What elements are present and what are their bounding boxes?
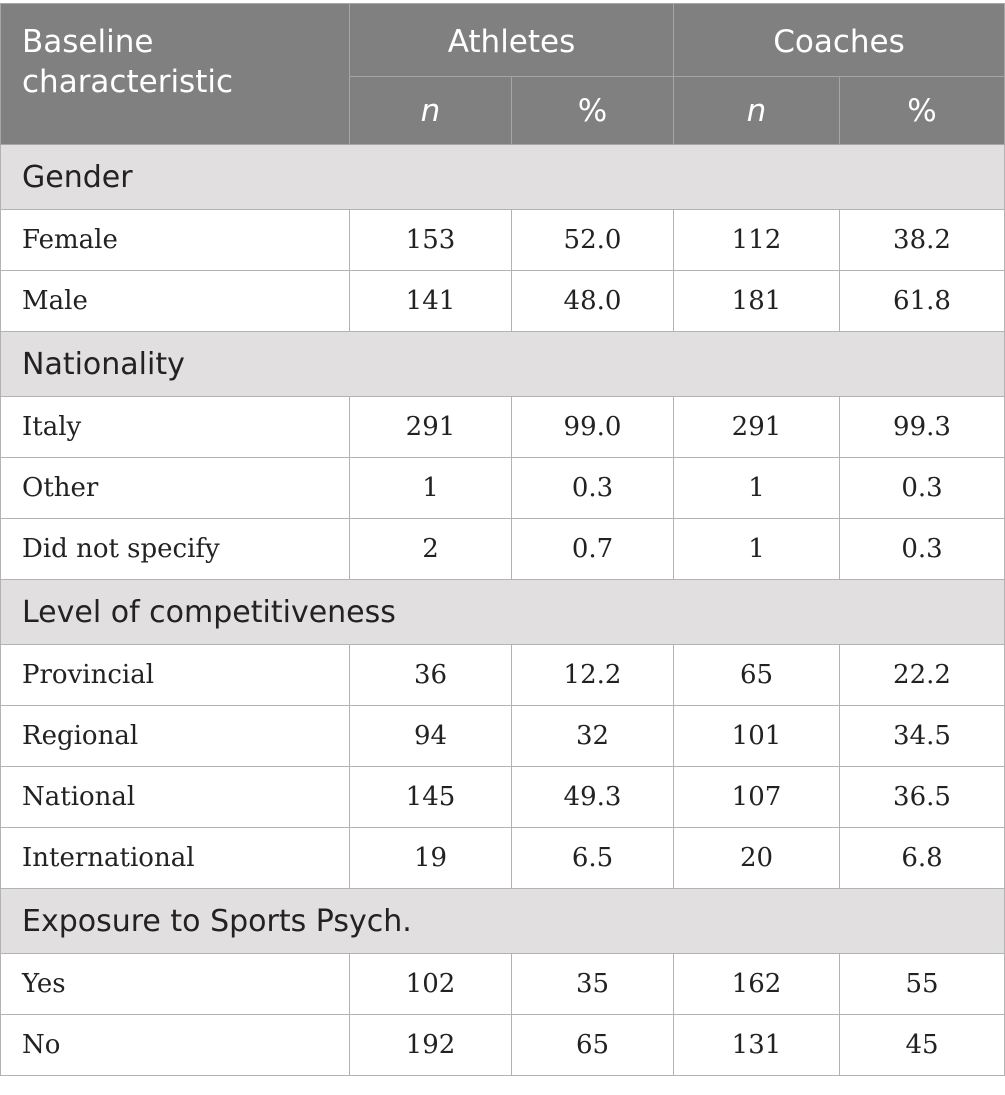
- table-row: [1, 645, 1005, 706]
- cell-athletes-percent: 49.3: [512, 767, 674, 828]
- table-body: [1, 145, 1005, 1076]
- row-label: Female: [1, 210, 350, 271]
- cell-athletes-percent: 6.5: [512, 828, 674, 889]
- header-baseline-characteristic: Baseline characteristic: [1, 4, 350, 145]
- table-row: [1, 828, 1005, 889]
- cell-coaches-n: 20: [674, 828, 840, 889]
- section-row: [1, 580, 1005, 645]
- cell-coaches-percent: 22.2: [840, 645, 1005, 706]
- header-athletes-percent: %: [512, 77, 674, 145]
- section-row: [1, 889, 1005, 954]
- row-label: National: [1, 767, 350, 828]
- cell-athletes-n: 94: [350, 706, 512, 767]
- cell-coaches-percent: 0.3: [840, 519, 1005, 580]
- row-label: Provincial: [1, 645, 350, 706]
- cell-athletes-n: 192: [350, 1015, 512, 1076]
- cell-athletes-n: 102: [350, 954, 512, 1015]
- cell-coaches-n: 1: [674, 519, 840, 580]
- cell-coaches-n: 291: [674, 397, 840, 458]
- cell-athletes-percent: 32: [512, 706, 674, 767]
- cell-coaches-percent: 34.5: [840, 706, 1005, 767]
- cell-coaches-percent: 45: [840, 1015, 1005, 1076]
- table-header: [1, 4, 1005, 145]
- cell-coaches-percent: 61.8: [840, 271, 1005, 332]
- cell-coaches-percent: 0.3: [840, 458, 1005, 519]
- row-label: Regional: [1, 706, 350, 767]
- row-label: Yes: [1, 954, 350, 1015]
- cell-athletes-percent: 0.7: [512, 519, 674, 580]
- header-row-groups: [1, 4, 1005, 77]
- header-coaches-n: n: [674, 77, 840, 145]
- cell-coaches-percent: 99.3: [840, 397, 1005, 458]
- cell-coaches-n: 131: [674, 1015, 840, 1076]
- cell-athletes-n: 19: [350, 828, 512, 889]
- cell-athletes-percent: 99.0: [512, 397, 674, 458]
- section-title: Nationality: [1, 332, 1005, 397]
- section-title: Exposure to Sports Psych.: [1, 889, 1005, 954]
- table-row: [1, 1015, 1005, 1076]
- header-athletes: Athletes: [350, 4, 674, 77]
- row-label: Italy: [1, 397, 350, 458]
- cell-coaches-percent: 55: [840, 954, 1005, 1015]
- cell-coaches-n: 107: [674, 767, 840, 828]
- row-label: Male: [1, 271, 350, 332]
- section-row: [1, 145, 1005, 210]
- header-athletes-n: n: [350, 77, 512, 145]
- table-row: [1, 271, 1005, 332]
- table-row: [1, 767, 1005, 828]
- row-label: No: [1, 1015, 350, 1076]
- table-row: [1, 210, 1005, 271]
- cell-athletes-n: 36: [350, 645, 512, 706]
- section-title: Gender: [1, 145, 1005, 210]
- cell-athletes-percent: 52.0: [512, 210, 674, 271]
- cell-coaches-percent: 36.5: [840, 767, 1005, 828]
- cell-coaches-percent: 6.8: [840, 828, 1005, 889]
- cell-athletes-percent: 0.3: [512, 458, 674, 519]
- cell-coaches-n: 181: [674, 271, 840, 332]
- cell-athletes-percent: 35: [512, 954, 674, 1015]
- table-row: [1, 397, 1005, 458]
- section-row: [1, 332, 1005, 397]
- cell-coaches-n: 112: [674, 210, 840, 271]
- cell-coaches-n: 101: [674, 706, 840, 767]
- cell-athletes-percent: 12.2: [512, 645, 674, 706]
- baseline-characteristics-table: [0, 3, 1005, 1076]
- header-coaches-percent: %: [840, 77, 1005, 145]
- section-title: Level of competitiveness: [1, 580, 1005, 645]
- cell-athletes-n: 291: [350, 397, 512, 458]
- cell-athletes-n: 2: [350, 519, 512, 580]
- table-row: [1, 458, 1005, 519]
- row-label: Did not specify: [1, 519, 350, 580]
- cell-athletes-n: 145: [350, 767, 512, 828]
- table-row: [1, 706, 1005, 767]
- cell-coaches-n: 65: [674, 645, 840, 706]
- cell-athletes-percent: 65: [512, 1015, 674, 1076]
- cell-athletes-n: 141: [350, 271, 512, 332]
- table-row: [1, 519, 1005, 580]
- cell-coaches-n: 1: [674, 458, 840, 519]
- cell-athletes-n: 153: [350, 210, 512, 271]
- cell-coaches-percent: 38.2: [840, 210, 1005, 271]
- cell-coaches-n: 162: [674, 954, 840, 1015]
- table-row: [1, 954, 1005, 1015]
- cell-athletes-n: 1: [350, 458, 512, 519]
- header-coaches: Coaches: [674, 4, 1005, 77]
- cell-athletes-percent: 48.0: [512, 271, 674, 332]
- row-label: International: [1, 828, 350, 889]
- row-label: Other: [1, 458, 350, 519]
